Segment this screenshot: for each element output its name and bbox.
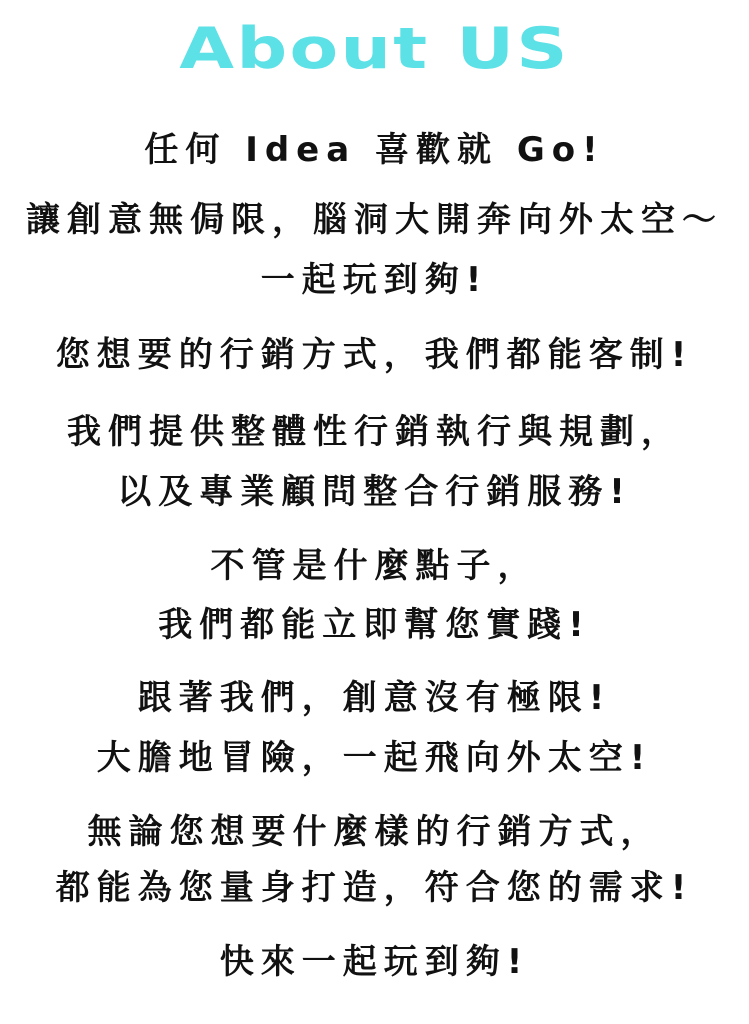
text-line: 以及專業顧問整合行銷服務! bbox=[117, 472, 632, 512]
text-line: 一起玩到夠! bbox=[260, 260, 489, 300]
text-line: 我們提供整體性行銷執行與規劃， bbox=[67, 412, 682, 452]
text-line: 不管是什麼點子， bbox=[210, 546, 539, 586]
text-line: 大膽地冒險，一起飛向外太空! bbox=[96, 738, 653, 778]
text-line: 我們都能立即幫您實踐! bbox=[158, 605, 591, 645]
text-line: 您想要的行銷方式，我們都能客制! bbox=[55, 335, 694, 375]
text-line: 快來一起玩到夠! bbox=[219, 942, 530, 982]
text-line: 都能為您量身打造，符合您的需求! bbox=[55, 868, 694, 908]
text-line: 無論您想要什麼樣的行銷方式， bbox=[87, 812, 662, 852]
text-line: 跟著我們，創意沒有極限! bbox=[137, 678, 612, 718]
page-title: About US bbox=[179, 15, 570, 83]
text-line: 讓創意無侷限，腦洞大開奔向外太空～ bbox=[26, 200, 723, 240]
text-line: 任何 Idea 喜歡就 Go! bbox=[144, 130, 605, 170]
